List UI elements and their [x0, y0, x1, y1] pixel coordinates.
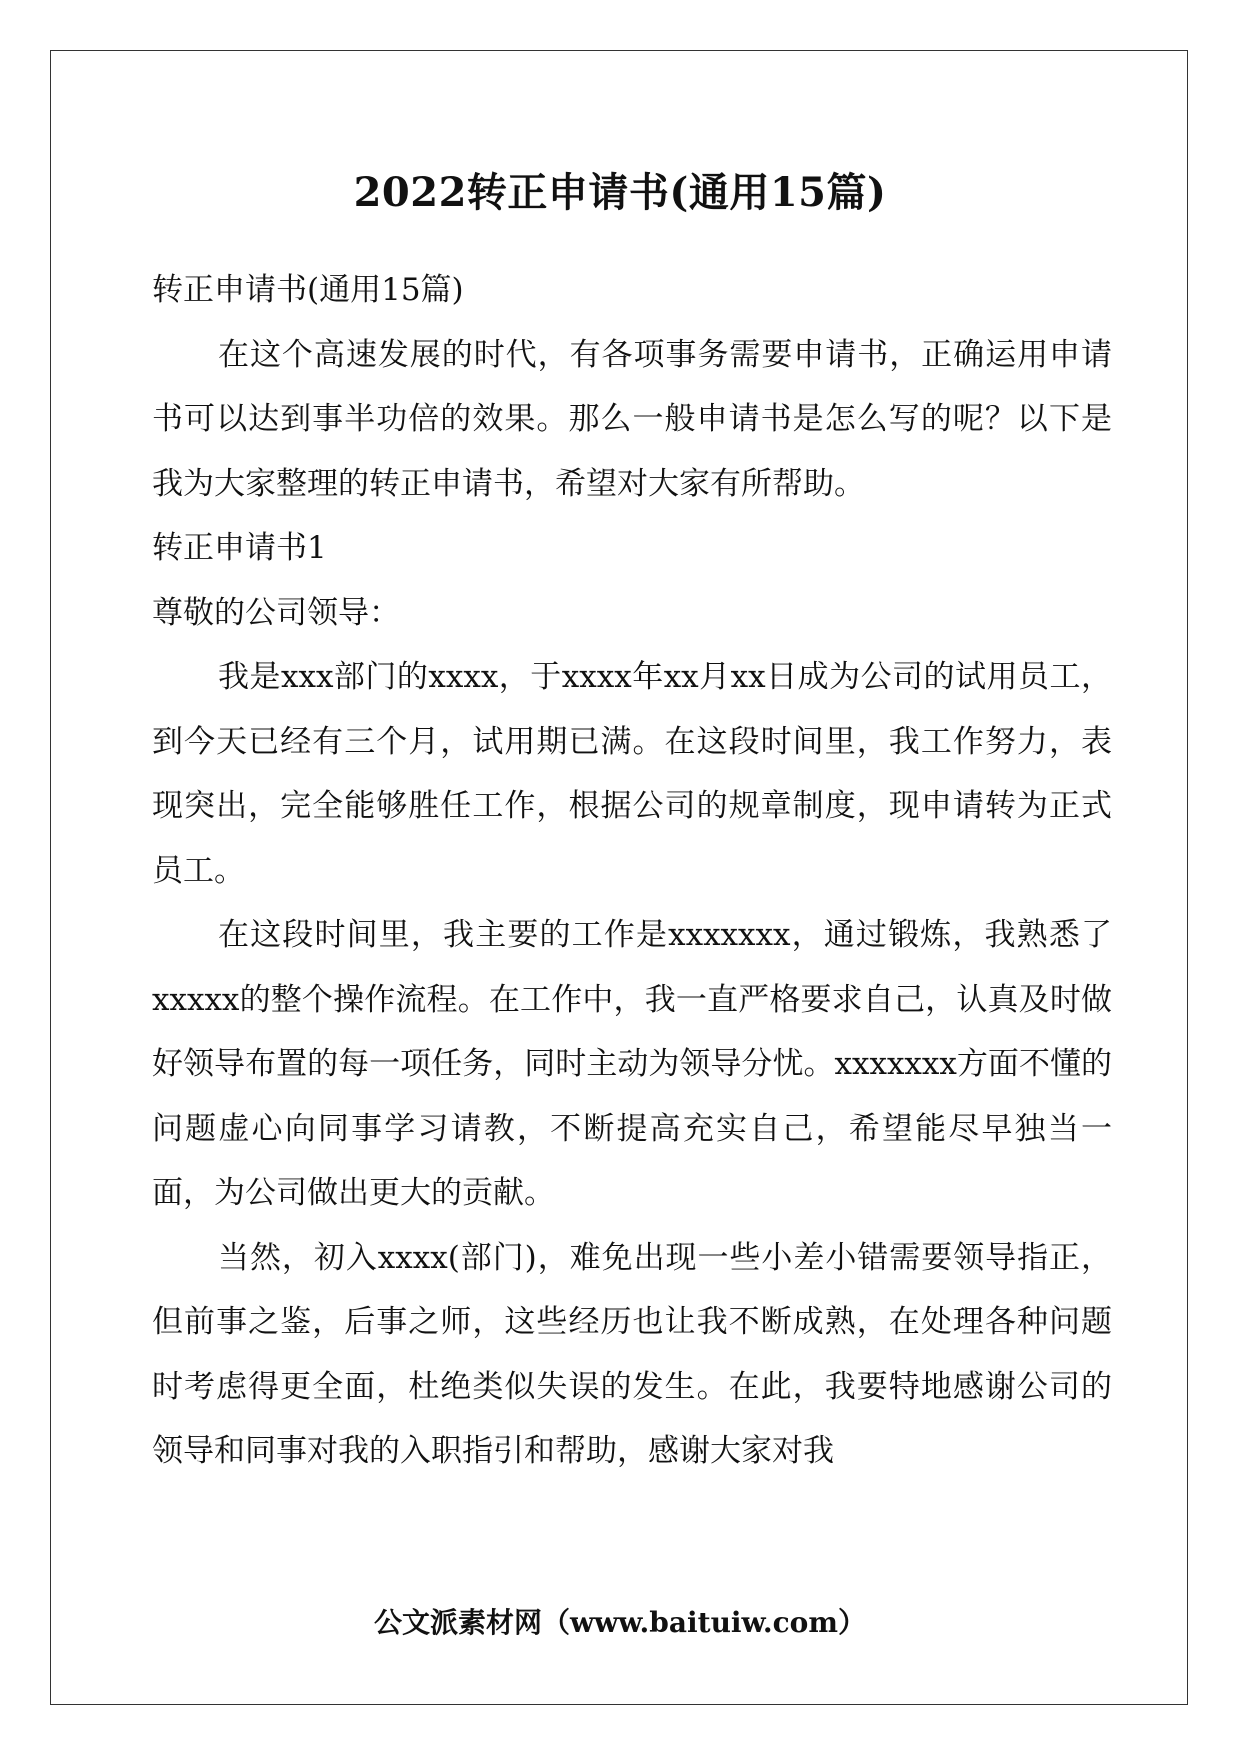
intro-paragraph: 在这个高速发展的时代，有各项事务需要申请书，正确运用申请书可以达到事半功倍的效果。那么一般申请书是怎么写的呢？以下是我为大家整理的转正申请书，希望对大家有所帮助。: [152, 336, 1112, 502]
section-heading: 转正申请书1: [152, 530, 327, 566]
document-subtitle: 转正申请书(通用15篇): [152, 272, 464, 308]
document-title: 2022转正申请书(通用15篇): [353, 169, 887, 216]
salutation: 尊敬的公司领导：: [152, 594, 400, 631]
body-paragraph: 在这段时间里，我主要的工作是xxxxxxx，通过锻炼，我熟悉了xxxxx的整个操作流程。在工作中，我一直严格要求自己，认真及时做好领导布置的每一项任务，同时主动为领导分忧。xxxxxxx方面不懂的问题虚心向同事学习请教，不断提高充实自己，希望能尽早独当一面，为公司做出更大的贡献。: [152, 917, 1112, 1211]
body-paragraph: 我是xxx部门的xxxx，于xxxx年xx月xx日成为公司的试用员工，到今天已经有三个月，试用期已满。在这段时间里，我工作努力，表现突出，完全能够胜任工作，根据公司的规章制度，现申请转为正式员工。: [152, 659, 1112, 889]
document-body: [152, 258, 1112, 1484]
footer-source: 公文派素材网（www.baituiw.com）: [374, 1606, 866, 1639]
body-paragraph: 当然，初入xxxx(部门)，难免出现一些小差小错需要领导指正，但前事之鉴，后事之师，这些经历也让我不断成熟，在处理各种问题时考虑得更全面，杜绝类似失误的发生。在此，我要特地感谢公司的领导和同事对我的入职指引和帮助，感谢大家对我: [152, 1239, 1112, 1469]
